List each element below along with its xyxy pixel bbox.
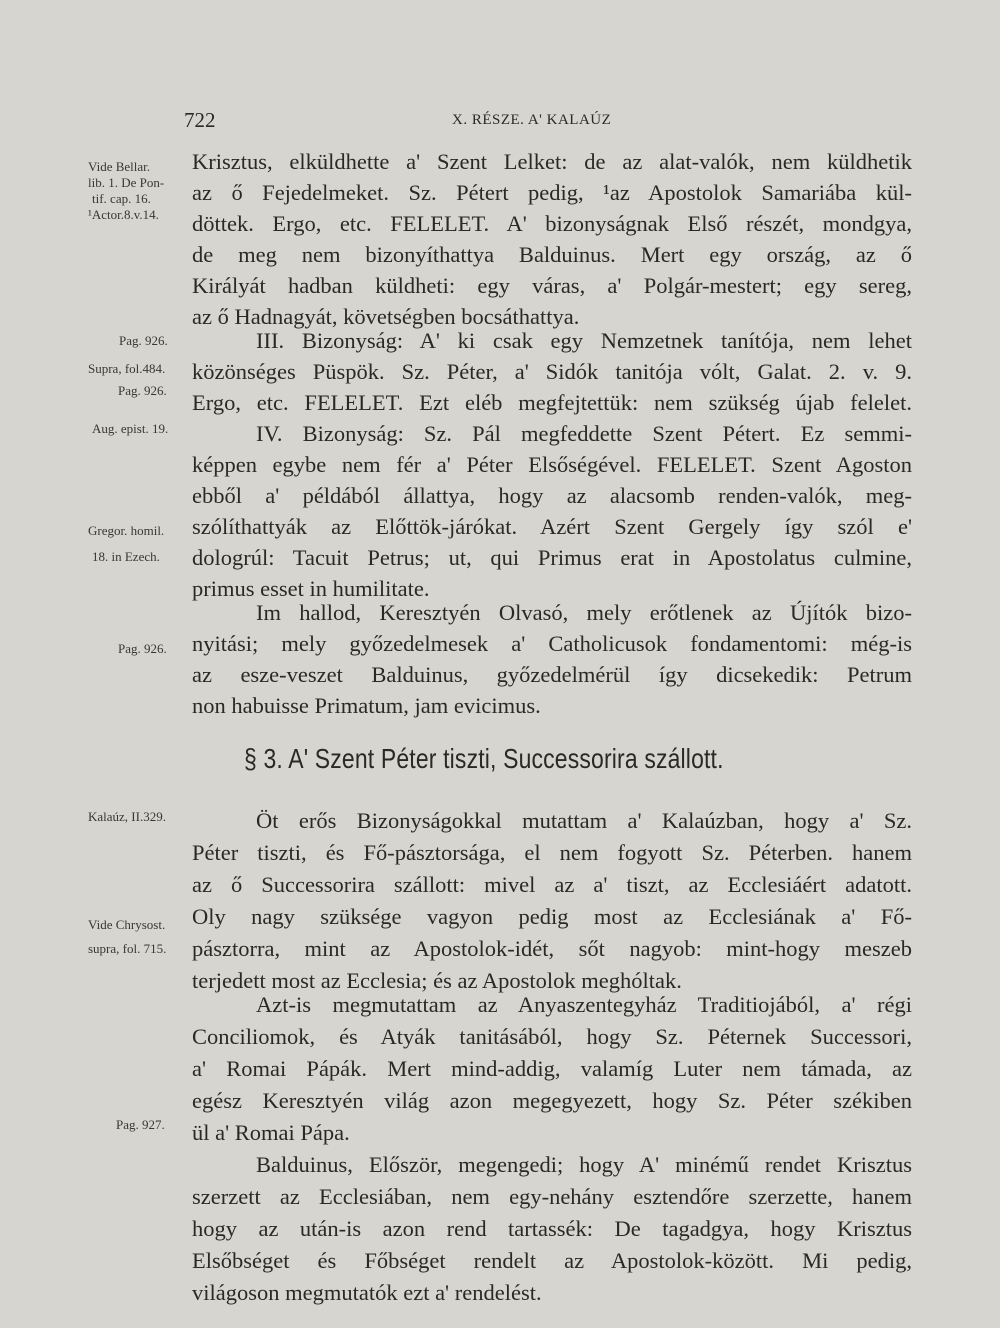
text-line: ebből a' példából állattya, hogy az alacsomb renden-valók, meg- [192,483,912,508]
text-line: nyitási; mely győzedelmesek a' Catholicusok fondamentomi: még-is [192,631,912,656]
text-line: szólíthattyák az Előttök-járókat. Azért Szent Gergely így szól e' [192,514,912,539]
text-line: IV. Bizonyság: Sz. Pál megfeddette Szent Pétert. Ez semmi- [256,421,912,446]
running-head: X. RÉSZE. A' KALAÚZ [452,112,612,128]
margin-note: Kalaúz, II.329. [88,809,166,824]
text-line: dologrúl: Tacuit Petrus; ut, qui Primus erat in Apostolatus culmine, [192,545,912,570]
text-line: Öt erős Bizonyságokkal mutattam a' Kalaúzban, hogy a' Sz. [256,808,912,833]
text-line: az ő Fejedelmeket. Sz. Pétert pedig, ¹az Apostolok Samariába kül- [192,180,912,205]
text-line: a' Romai Pápák. Mert mind-addig, valamíg Luter nem támada, az [192,1056,912,1081]
margin-note: Pag. 926. [119,333,168,348]
text-line: III. Bizonyság: A' ki csak egy Nemzetnek tanítója, nem lehet [256,328,912,353]
text-line: az esze-veszet Balduinus, győzedelmérül így dicsekedik: Petrum [192,662,912,687]
text-line: Királyát hadban küldheti: egy váras, a' Polgár-mestert; egy sereg, [192,273,912,298]
text-line: pásztorra, mint az Apostolok-idét, sőt nagyob: mint-hogy meszeb [192,936,912,961]
text-line: Azt-is megmutattam az Anyaszentegyház Traditiojából, a' régi [256,992,912,1017]
text-line: primus esset in humilitate. [192,576,430,601]
text-line: az ő Hadnagyát, követségben bocsáthattya. [192,304,580,329]
text-line: egész Keresztyén világ azon megegyezett, hogy Sz. Péter székiben [192,1088,912,1113]
text-line: Ergo, etc. FELELET. Ezt eléb megfejtettük: nem szükség újab felelet. [192,390,912,415]
text-line: világoson megmutatók ezt a' rendelést. [192,1280,542,1305]
margin-note: Gregor. homil. [88,523,165,538]
text-line: non habuisse Primatum, jam evicimus. [192,693,541,718]
margin-note: Vide Chrysost. [88,917,166,932]
text-line: Elsőbséget és Főbséget rendelt az Apostolok-között. Mi pedig, [192,1248,912,1273]
text-line: Péter tiszti, és Fő-pásztorsága, el nem fogyott Sz. Péterben. hanem [192,840,912,865]
text-line: de meg nem bizonyíthattya Balduinus. Mert egy ország, az ő [192,242,912,267]
text-line: az ő Successorira szállott: mivel az a' tiszt, az Ecclesiáért adatott. [192,872,912,897]
margin-note: lib. 1. De Pon- [88,175,165,190]
margin-note: Vide Bellar. [88,159,151,174]
margin-note: 18. in Ezech. [92,549,160,564]
text-line: terjedett most az Ecclesia; és az Apostolok meghóltak. [192,968,682,993]
text-line: Balduinus, Először, megengedi; hogy A' minémű rendet Krisztus [256,1152,912,1177]
text-line: szerzett az Ecclesiában, nem egy-nehány esztendőre szerzette, hanem [192,1184,912,1209]
margin-note: Supra, fol.484. [88,361,166,376]
text-line: Krisztus, elküldhette a' Szent Lelket: de az alat-valók, nem küldhetik [192,149,912,174]
text-line: hogy az után-is azon rend tartassék: De tagadgya, hogy Krisztus [192,1216,912,1241]
text-line: Conciliomok, és Atyák tanitásából, hogy Sz. Péternek Successori, [192,1024,912,1049]
margin-note: Pag. 926. [118,383,167,398]
text-line: döttek. Ergo, etc. FELELET. A' bizonyságnak Első részét, mondgya, [192,211,912,236]
margin-note: supra, fol. 715. [88,941,167,956]
margin-note: ¹Actor.8.v.14. [88,207,159,222]
section-heading: § 3. A' Szent Péter tiszti, Successorira szállott. [244,743,724,774]
margin-note: Pag. 927. [116,1117,165,1132]
text-line: Oly nagy szüksége vagyon pedig most az Ecclesiának a' Fő- [192,904,912,929]
text-line: képpen egybe nem fér a' Péter Elsőségével. FELELET. Szent Agoston [192,452,912,477]
margin-note: Aug. epist. 19. [92,421,169,436]
page-number: 722 [184,108,216,132]
text-line: ül a' Romai Pápa. [192,1120,350,1145]
text-line: közönséges Püspök. Sz. Péter, a' Sidók tanitója vólt, Galat. 2. v. 9. [192,359,912,384]
margin-note: tif. cap. 16. [92,191,151,206]
text-line: Im hallod, Keresztyén Olvasó, mely erőtlenek az Újítók bizo- [256,600,912,625]
margin-note: Pag. 926. [118,641,167,656]
